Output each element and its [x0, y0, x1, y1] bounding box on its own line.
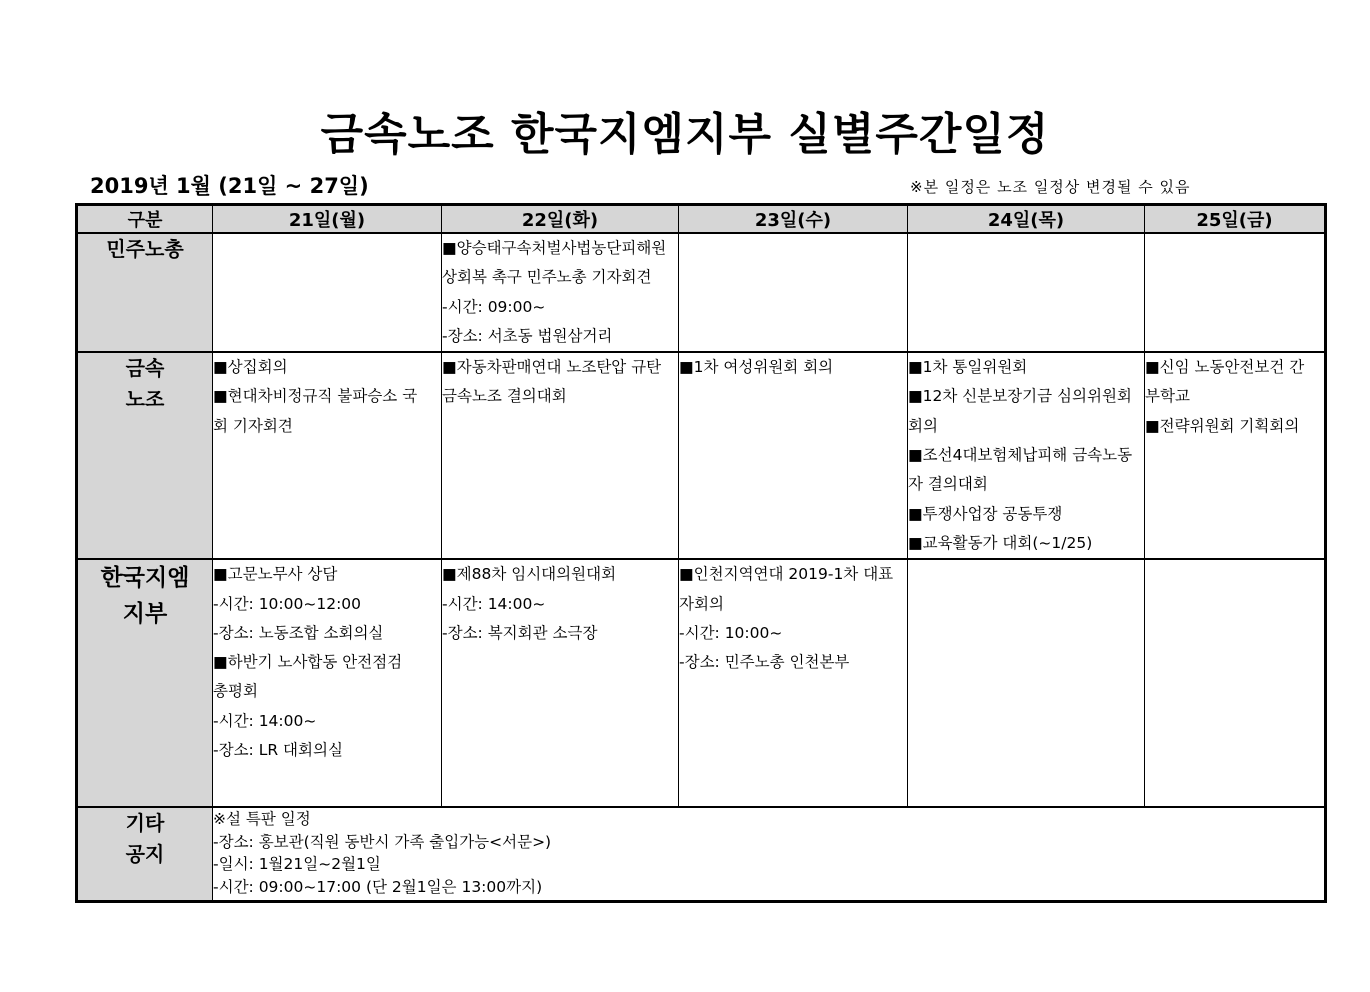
- header-day-thu: 24일(목): [908, 205, 1145, 234]
- event-line: ■전략위원회 기획회의: [1145, 416, 1300, 435]
- event-line: -시간: 14:00~: [213, 711, 317, 730]
- notice-line: -장소: 홍보관(직원 동반시 가족 출입가능<서문>): [213, 832, 552, 851]
- cell-minju-thu: [908, 233, 1145, 352]
- cell-minju-tue: [442, 233, 679, 352]
- event-line: 총평회: [213, 682, 258, 701]
- cell-metal-thu: [908, 352, 1145, 559]
- row-label-line: 금속: [125, 356, 165, 381]
- row-label-line: 기타: [125, 811, 165, 836]
- row-gm: [77, 559, 1326, 807]
- cell-minju-mon: [213, 233, 442, 352]
- event-line: -장소: 서초동 법원삼거리: [442, 326, 613, 345]
- event-line: -장소: 민주노총 인천본부: [679, 653, 850, 672]
- row-etc: [77, 807, 1326, 902]
- row-label-gm: [77, 559, 213, 807]
- notice-line: ※설 특판 일정: [213, 810, 311, 829]
- cell-metal-mon: [213, 352, 442, 559]
- row-metal: [77, 352, 1326, 559]
- event-line: 회의: [908, 416, 938, 435]
- event-line: ■현대차비정규직 불파승소 국: [213, 387, 418, 406]
- schedule-table: [75, 203, 1327, 903]
- row-label-line: 노조: [125, 387, 165, 412]
- event-line: 금속노조 결의대회: [442, 387, 567, 406]
- date-range: 2019년 1월 (21일 ~ 27일): [90, 174, 369, 198]
- header-row: [77, 205, 1326, 234]
- page-title: 금속노조 한국지엠지부 실별주간일정: [320, 109, 1050, 160]
- header-day-wed: 23일(수): [679, 205, 908, 234]
- event-line: 자 결의대회: [908, 475, 988, 494]
- cell-minju-wed: [679, 233, 908, 352]
- row-label-line: 지부: [122, 601, 168, 628]
- cell-etc-notice: [213, 807, 1326, 902]
- notice-line: -일시: 1월21일~2월1일: [213, 855, 381, 874]
- event-line: ■양승태구속처벌사법농단피해원: [442, 239, 667, 257]
- header-day-tue: 22일(화): [442, 205, 679, 234]
- header-day-mon: 21일(월): [213, 205, 442, 234]
- cell-metal-tue: [442, 352, 679, 559]
- row-label-metal: [77, 352, 213, 559]
- event-line: ■고문노무사 상담: [213, 565, 338, 584]
- event-line: ■1차 여성위원회 회의: [679, 358, 834, 377]
- event-line: ■상집회의: [213, 358, 288, 377]
- event-line: 부학교: [1145, 387, 1190, 406]
- event-line: ■12차 신분보장기금 심의위원회: [908, 387, 1132, 406]
- cell-metal-fri: [1145, 352, 1326, 559]
- cell-gm-thu: [908, 559, 1145, 807]
- event-line: 상회복 촉구 민주노총 기자회견: [442, 268, 652, 287]
- notice-line: -시간: 09:00~17:00 (단 2월1일은 13:00까지): [213, 877, 543, 896]
- cell-minju-fri: [1145, 233, 1326, 352]
- header-day-fri: 25일(금): [1145, 205, 1326, 234]
- event-line: ■신임 노동안전보건 간: [1145, 358, 1305, 377]
- event-line: ■제88차 임시대의원대회: [442, 565, 617, 584]
- event-line: ■인천지역연대 2019-1차 대표: [679, 565, 894, 584]
- row-minju: [77, 233, 1326, 352]
- row-label-minju: 민주노총: [77, 233, 213, 352]
- row-label-etc: [77, 807, 213, 902]
- event-line: ■조선4대보험체납피해 금속노동: [908, 446, 1133, 465]
- event-line: -장소: 노동조합 소회의실: [213, 623, 384, 642]
- event-line: -장소: 복지회관 소극장: [442, 623, 598, 642]
- event-line: ■하반기 노사합동 안전점검: [213, 653, 403, 672]
- cell-metal-wed: [679, 352, 908, 559]
- event-line: -시간: 09:00~: [442, 297, 546, 316]
- cell-gm-fri: [1145, 559, 1326, 807]
- event-line: -시간: 10:00~12:00: [213, 594, 362, 613]
- event-line: -시간: 14:00~: [442, 594, 546, 613]
- header-category: 구분: [77, 205, 213, 234]
- row-label-line: 공지: [125, 842, 165, 867]
- event-line: ■1차 통일위원회: [908, 358, 1028, 377]
- event-line: 회 기자회견: [213, 416, 293, 435]
- event-line: -장소: LR 대회의실: [213, 741, 343, 760]
- event-line: ■교육활동가 대회(~1/25): [908, 533, 1093, 552]
- schedule-notice: ※본 일정은 노조 일정상 변경될 수 있음: [910, 178, 1191, 196]
- cell-gm-wed: [679, 559, 908, 807]
- cell-gm-tue: [442, 559, 679, 807]
- row-label-line: 한국지엠: [100, 565, 190, 592]
- event-line: ■투쟁사업장 공동투쟁: [908, 504, 1063, 523]
- event-line: 자회의: [679, 594, 724, 613]
- event-line: -시간: 10:00~: [679, 623, 783, 642]
- event-line: ■자동차판매연대 노조탄압 규탄: [442, 358, 662, 377]
- cell-gm-mon: [213, 559, 442, 807]
